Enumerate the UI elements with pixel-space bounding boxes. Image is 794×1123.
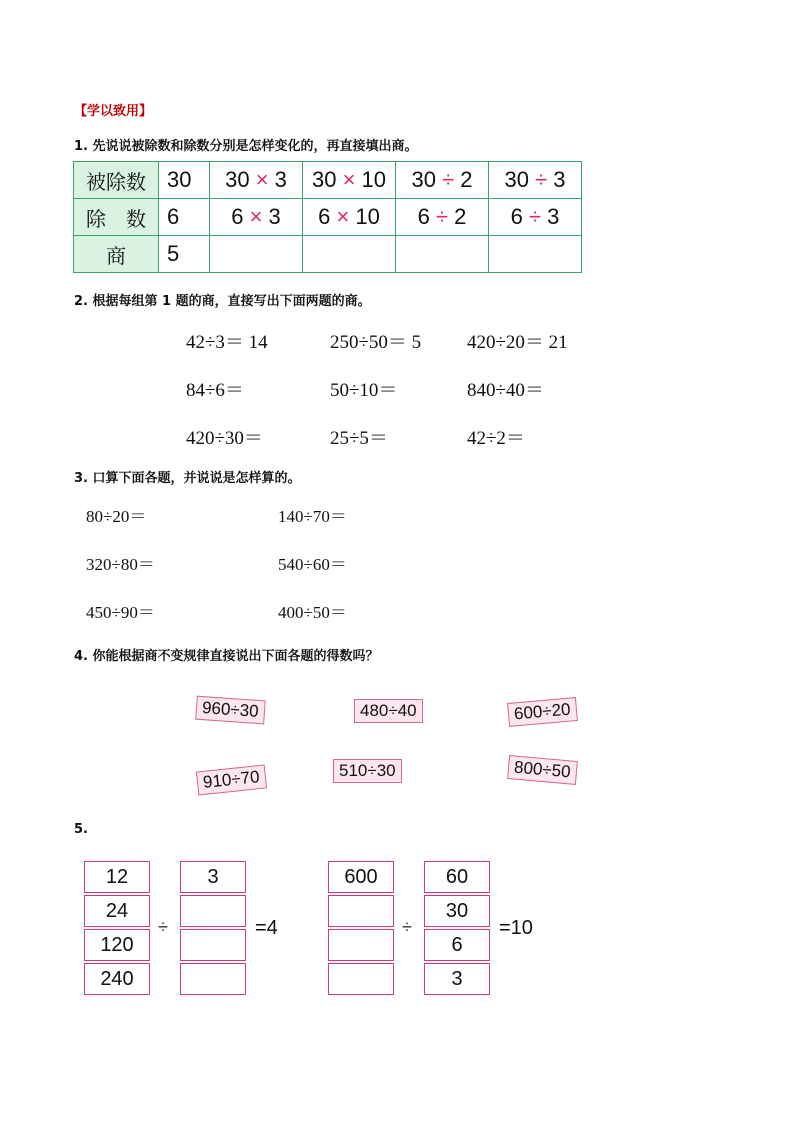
equation: 420÷20＝ 21 [467,332,568,353]
dividend-box: 24 [84,895,150,927]
table-row [74,162,582,199]
divisor-box: 60 [424,861,490,893]
equation: 50÷10＝ [330,380,398,401]
expression-card: 600÷20 [507,697,577,727]
equation: 320÷80＝ [86,555,155,574]
equation: 400÷50＝ [278,603,347,622]
equation: 140÷70＝ [278,507,347,526]
table-row [74,199,582,236]
q2-prompt: 2. 根据每组第 1 题的商，直接写出下面两题的商。 [74,294,371,309]
result-label: =4 [255,917,278,939]
table-cell: 6 ÷ 3 [489,199,582,236]
dividend-answer-box[interactable] [328,895,394,927]
dividend-box: 240 [84,963,150,995]
divisor-box: 3 [424,963,490,995]
q5-label: 5. [74,822,88,837]
table-cell: 30 × 3 [210,162,303,199]
table-cell: 5 [159,236,210,273]
dividend-box: 120 [84,929,150,961]
table-cell: 6 × 10 [303,199,396,236]
section-tag: 【学以致用】 [74,104,153,119]
expression-card: 510÷30 [333,759,402,783]
equation: 25÷5＝ [330,428,388,449]
table-cell: 30 ÷ 2 [396,162,489,199]
divisor-box: 3 [180,861,246,893]
answer-cell[interactable] [303,236,396,273]
row-header: 商 [74,236,159,273]
equation: 420÷30＝ [186,428,263,449]
q1-table [73,161,582,273]
table-cell: 30 [159,162,210,199]
equation: 840÷40＝ [467,380,544,401]
answer-cell[interactable] [210,236,303,273]
equation: 450÷90＝ [86,603,155,622]
divisor-answer-box[interactable] [180,963,246,995]
table-cell: 6 × 3 [210,199,303,236]
answer-cell[interactable] [489,236,582,273]
table-cell: 30 ÷ 3 [489,162,582,199]
dividend-box: 12 [84,861,150,893]
row-header: 被除数 [74,162,159,199]
answer-cell[interactable] [396,236,489,273]
equation: 80÷20＝ [86,507,147,526]
equation: 42÷2＝ [467,428,525,449]
q3-prompt: 3. 口算下面各题，并说说是怎样算的。 [74,471,301,486]
divisor-box: 30 [424,895,490,927]
expression-card: 960÷30 [195,696,265,725]
equation: 42÷3＝ 14 [186,332,268,353]
result-label: =10 [499,917,533,939]
table-cell: 30 × 10 [303,162,396,199]
divide-sign: ÷ [158,917,168,937]
equation: 250÷50＝ 5 [330,332,422,353]
divisor-answer-box[interactable] [180,929,246,961]
row-header: 除 数 [74,199,159,236]
dividend-answer-box[interactable] [328,963,394,995]
divisor-answer-box[interactable] [180,895,246,927]
equation: 540÷60＝ [278,555,347,574]
q1-prompt: 1. 先说说被除数和除数分别是怎样变化的，再直接填出商。 [74,139,418,154]
divisor-box: 6 [424,929,490,961]
expression-card: 480÷40 [354,699,423,723]
expression-card: 800÷50 [507,755,577,785]
equation: 84÷6＝ [186,380,244,401]
expression-card: 910÷70 [196,764,267,795]
dividend-answer-box[interactable] [328,929,394,961]
divide-sign: ÷ [402,917,412,937]
table-cell: 6 ÷ 2 [396,199,489,236]
q4-prompt: 4. 你能根据商不变规律直接说出下面各题的得数吗？ [74,649,379,664]
dividend-box: 600 [328,861,394,893]
table-row [74,236,582,273]
table-cell: 6 [159,199,210,236]
